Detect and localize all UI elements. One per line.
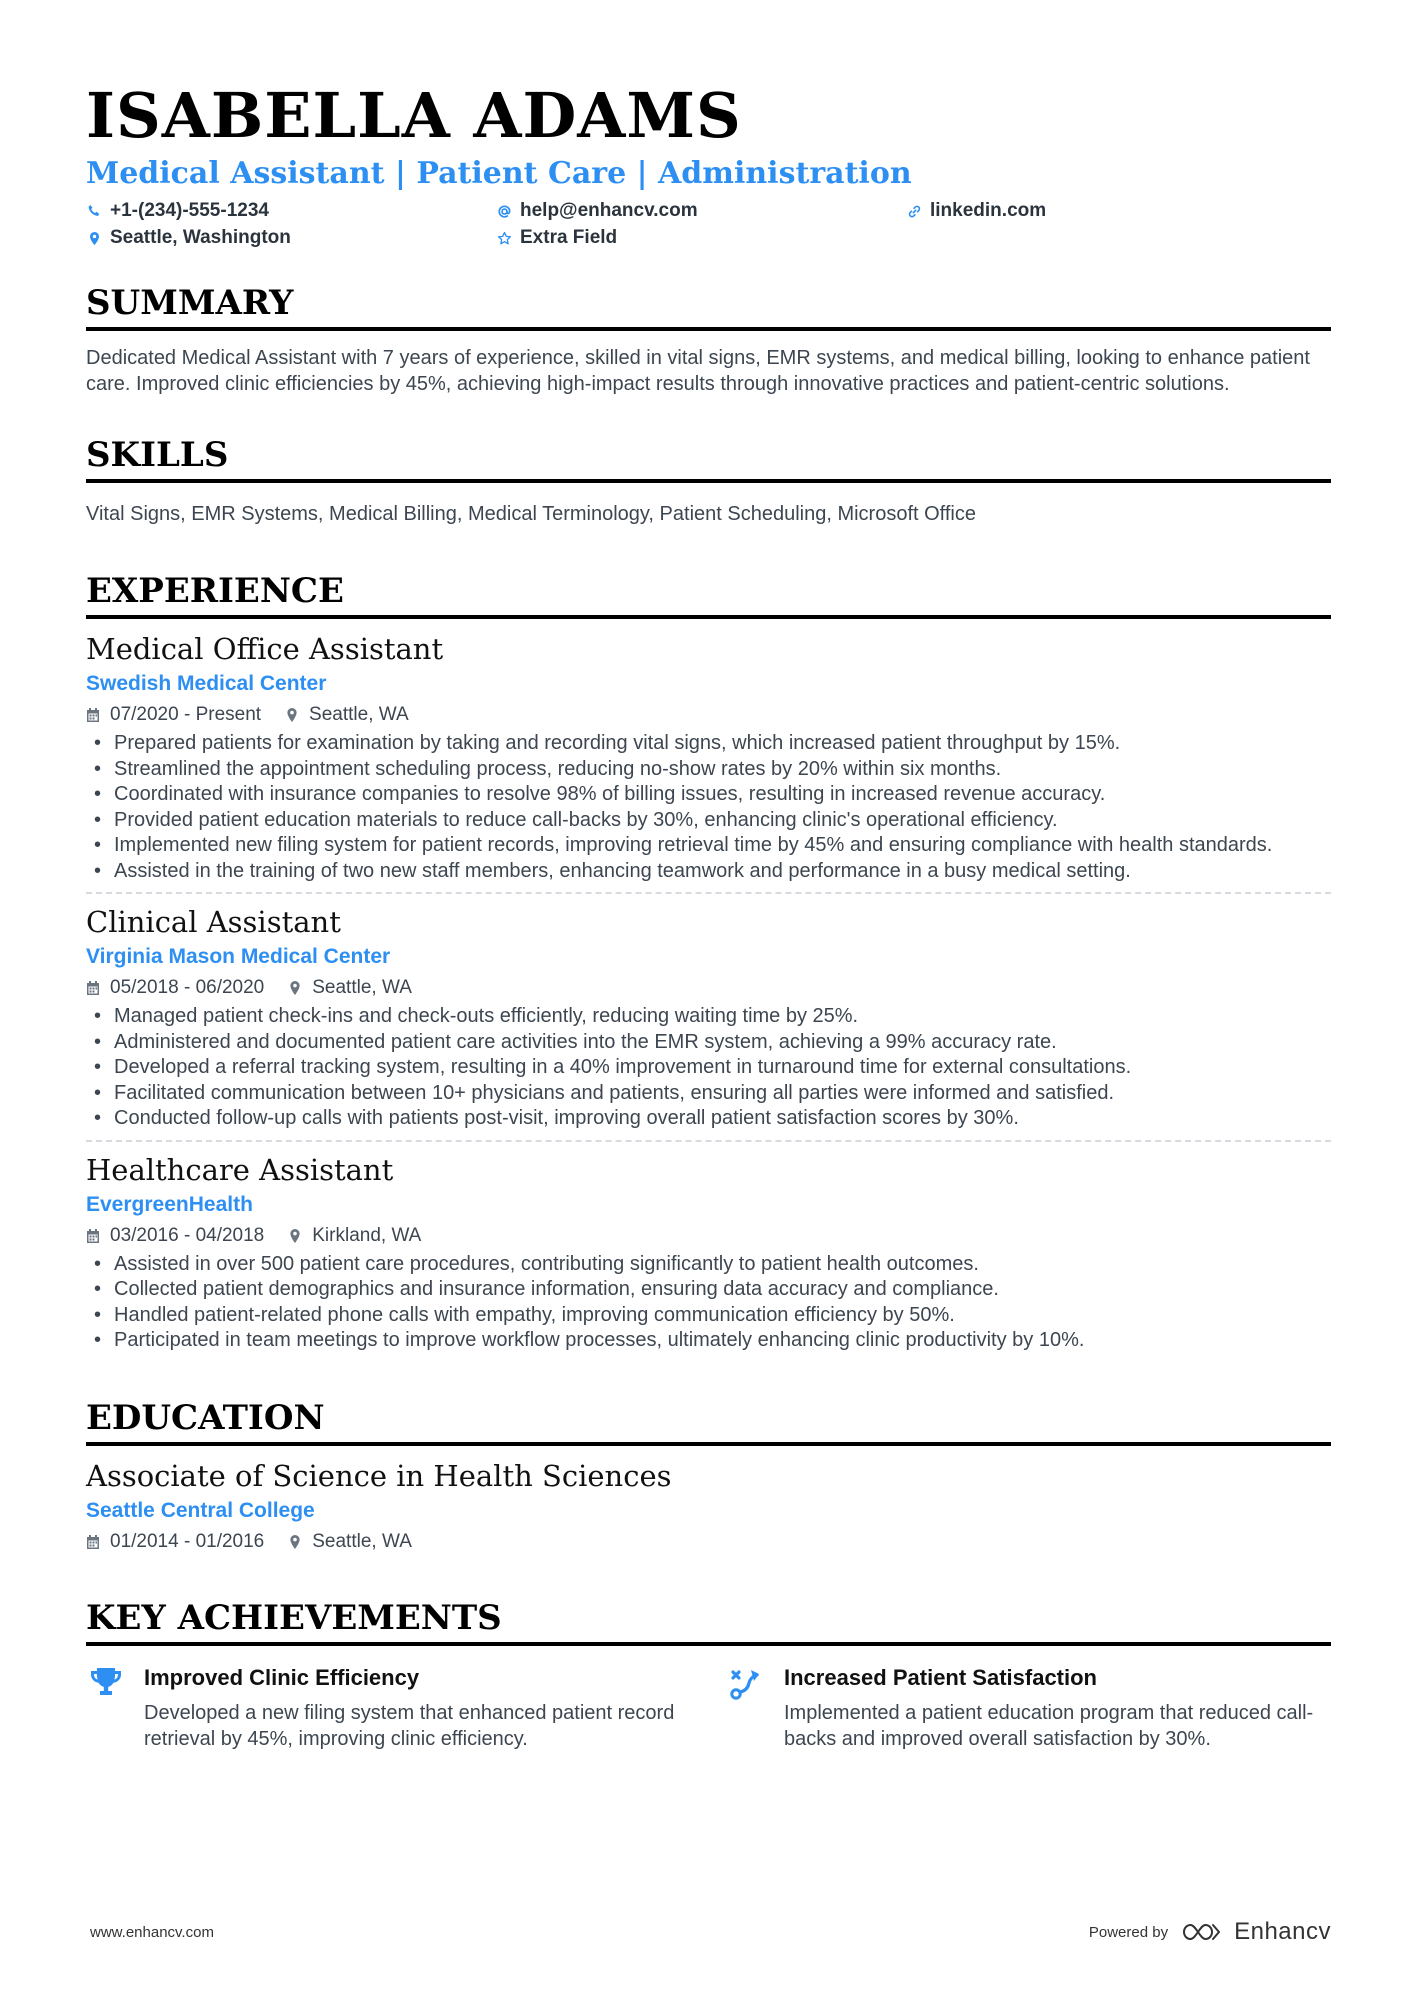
education-section [86,1398,1331,1554]
skills-heading: SKILLS [86,435,1331,483]
job-location-text: Kirkland, WA [312,1224,422,1246]
contact-phone-text: +1-(234)-555-1234 [110,200,269,221]
experience-heading: EXPERIENCE [86,571,1331,619]
company-name: Swedish Medical Center [86,672,327,695]
bullet-item: • Prepared patients for examination by taking and recording vital signs, which increased patient throughput by 15%. [86,731,1331,757]
job-meta [86,1224,1331,1248]
summary-text: Dedicated Medical Assistant with 7 years of experience, skilled in vital signs, EMR systems, and medical billing, looking to enhance patient care. Improved clinic efficiencies by 45%, achieving high-impact results through innovative practices and patient-centric solutions. [86,347,1310,395]
job-bullets [86,731,1331,884]
job-location [285,703,409,727]
degree-title: Associate of Science in Health Sciences [86,1458,672,1493]
education-dates [86,1530,264,1554]
experience-entry [86,1152,1331,1354]
job-meta [86,976,1331,1000]
page-footer [90,1918,1331,1946]
location-pin-icon [86,230,102,246]
bullet-item: • Facilitated communication between 10+ physicians and patients, ensuring all parties were informed and satisfied. [86,1081,1331,1107]
bullet-item: • Coordinated with insurance companies to resolve 98% of billing issues, resulting in increased revenue accuracy. [86,782,1331,808]
job-dates-text: 03/2016 - 04/2018 [110,1224,265,1246]
route-arrow-icon [726,1664,766,1752]
phone-icon [86,203,102,219]
contact-email-text: help@enhancv.com [520,200,698,221]
company-name: Virginia Mason Medical Center [86,945,391,968]
calendar-icon [86,980,100,996]
enhancv-logo-icon [1180,1921,1222,1943]
contact-extra-field [496,227,906,249]
school-name: Seattle Central College [86,1498,315,1522]
job-location-text: Seattle, WA [312,977,412,998]
skills-text: Vital Signs, EMR Systems, Medical Billing, Medical Terminology, Patient Scheduling, Microsoft Office [86,503,976,525]
achievement-description: Implemented a patient education program that reduced call-backs and improved overall satisfaction by 30%. [784,1701,1314,1750]
footer-website-link[interactable]: www.enhancv.com [90,1923,214,1941]
contact-location-text: Seattle, Washington [110,227,291,248]
job-title: Medical Office Assistant [86,632,444,666]
job-dates-text: 05/2018 - 06/2020 [110,977,265,998]
job-dates-text: 07/2020 - Present [110,704,262,725]
job-title: Clinical Assistant [86,905,341,939]
job-location [288,1224,421,1248]
link-icon [906,203,922,219]
summary-section [86,283,1331,397]
bullet-item: • Collected patient demographics and insurance information, ensuring data accuracy and compliance. [86,1277,1331,1303]
bullet-item: • Handled patient-related phone calls with empathy, improving communication efficiency by 50%. [86,1303,1331,1329]
experience-section [86,571,1331,1354]
calendar-icon [86,1534,100,1550]
job-dates [86,703,261,727]
education-location [288,1530,412,1554]
powered-by-label: Powered by [1088,1923,1169,1941]
achievement-item [726,1664,1331,1752]
contact-extra-field-text: Extra Field [520,227,618,248]
achievement-description: Developed a new filing system that enhanced patient record retrieval by 45%, improving clinic efficiency. [144,1701,675,1750]
contact-linkedin[interactable] [906,200,1236,222]
entry-divider [86,892,1331,894]
location-pin-icon [288,1228,302,1244]
achievement-title: Increased Patient Satisfaction [784,1664,1097,1690]
job-title: Healthcare Assistant [86,1152,394,1187]
location-pin-icon [285,707,299,723]
education-entry [86,1458,1331,1554]
location-pin-icon [288,1534,302,1550]
job-dates [86,1224,264,1248]
job-meta [86,703,1331,727]
at-icon [496,203,512,219]
education-heading: EDUCATION [86,1398,1331,1446]
education-dates-text: 01/2014 - 01/2016 [110,1530,265,1552]
job-dates [86,976,264,1000]
contact-info [86,200,1331,249]
education-meta [86,1530,1331,1554]
contact-phone[interactable] [86,200,496,222]
experience-entry [86,904,1331,1132]
company-name: EvergreenHealth [86,1192,253,1216]
bullet-item: • Provided patient education materials to reduce call-backs by 30%, enhancing clinic's operational efficiency. [86,808,1331,834]
contact-linkedin-text: linkedin.com [930,200,1047,221]
experience-entry [86,631,1331,884]
star-icon [496,230,512,246]
bullet-item: • Streamlined the appointment scheduling process, reducing no-show rates by 20% within six months. [86,757,1331,783]
job-location-text: Seattle, WA [309,704,409,725]
bullet-item: • Managed patient check-ins and check-outs efficiently, reducing waiting time by 25%. [86,1004,1331,1030]
bullet-item: • Assisted in the training of two new staff members, enhancing teamwork and performance in a busy medical setting. [86,859,1331,885]
bullet-item: • Assisted in over 500 patient care procedures, contributing significantly to patient health outcomes. [86,1252,1331,1278]
bullet-item: • Conducted follow-up calls with patients post-visit, improving overall patient satisfaction scores by 30%. [86,1106,1331,1132]
candidate-tagline: Medical Assistant | Patient Care | Administration [86,156,912,191]
entry-divider [86,1140,1331,1142]
powered-by-brand [1089,1918,1331,1946]
contact-location [86,227,496,249]
summary-heading: SUMMARY [86,283,1331,331]
achievement-title: Improved Clinic Efficiency [144,1664,420,1690]
bullet-item: • Implemented new filing system for patient records, improving retrieval time by 45% and ensuring compliance with health standards. [86,833,1331,859]
location-pin-icon [288,980,302,996]
education-location-text: Seattle, WA [312,1530,412,1552]
achievements-section [86,1598,1331,1752]
contact-email[interactable] [496,200,906,222]
job-bullets [86,1252,1331,1354]
achievement-item [86,1664,726,1752]
skills-section [86,435,1331,527]
bullet-item: • Administered and documented patient care activities into the EMR system, achieving a 99% accuracy rate. [86,1030,1331,1056]
calendar-icon [86,707,100,723]
job-location [288,976,412,1000]
bullet-item: • Participated in team meetings to improve workflow processes, ultimately enhancing clinic productivity by 10%. [86,1328,1331,1354]
calendar-icon [86,1228,100,1244]
bullet-item: • Developed a referral tracking system, resulting in a 40% improvement in turnaround time for external consultations. [86,1055,1331,1081]
job-bullets [86,1004,1331,1132]
achievements-grid [86,1664,1331,1752]
candidate-name: ISABELLA ADAMS [86,79,742,152]
brand-name: Enhancv [1234,1918,1331,1945]
trophy-icon [86,1664,126,1752]
achievements-heading: KEY ACHIEVEMENTS [86,1598,1331,1646]
